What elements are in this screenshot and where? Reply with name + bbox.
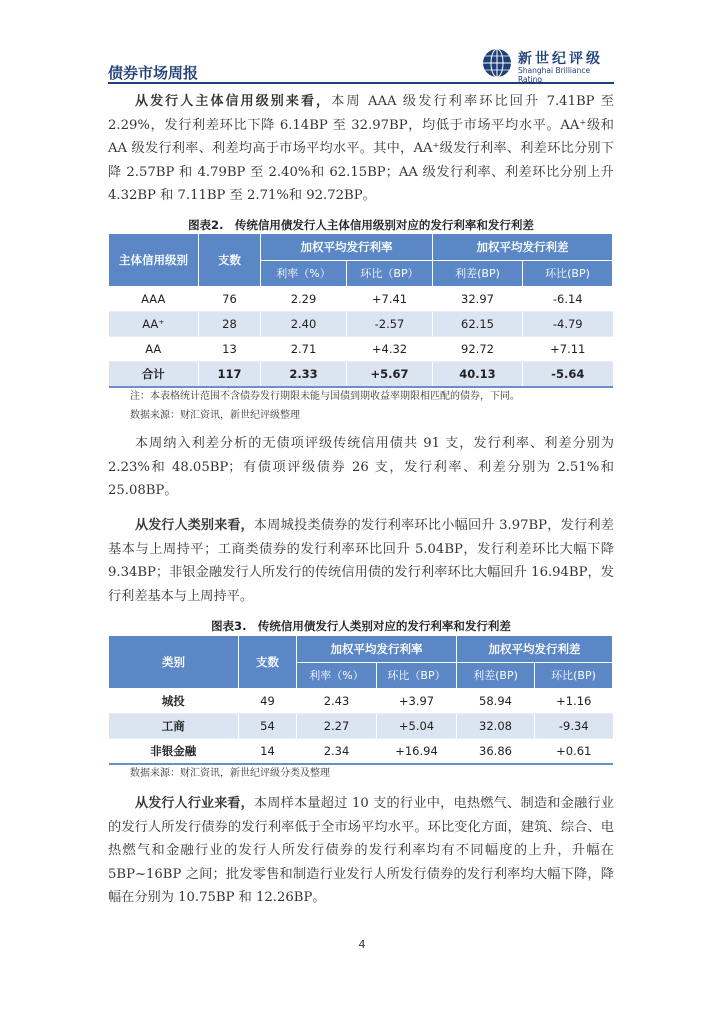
cell-rate: 2.43 [297, 689, 377, 714]
cell-rate-change: +7.41 [347, 287, 433, 312]
paragraph-text: 本周 AAA 级发行利率环比回升 7.41BP 至 2.29%，发行利差环比下降 6.14BP 至 32.97BP，均低于市场平均水平。AA⁺级和 AA 级发行利率、利差均高于市场平均水平。其中，AA⁺级发行利率、利差环比分别下降 2.57BP 和 4.79BP 至 2.40%和 62.15BP；AA 级发行利率、利差环比分别上升 4.32BP 和 7.11BP 至 2.71%和 92.72BP。 [108, 94, 614, 203]
col-count: 支数 [239, 636, 297, 689]
sub-spread-change: 环比(BP) [523, 260, 613, 287]
cell-count: 49 [239, 689, 297, 714]
sub-rate: 利率（%） [297, 662, 377, 689]
cell-label: 城投 [109, 689, 239, 714]
table3-type-rates [108, 635, 613, 765]
paragraph-issuer-type [108, 514, 614, 608]
cell-count: 117 [199, 362, 261, 388]
cell-rate: 2.33 [261, 362, 347, 388]
group-rate: 加权平均发行利率 [297, 636, 457, 663]
page-header [108, 44, 614, 84]
cell-spread-change: -5.64 [523, 362, 613, 388]
cell-count: 54 [239, 714, 297, 739]
group-spread: 加权平均发行利差 [457, 636, 613, 663]
cell-rate-change: +4.32 [347, 337, 433, 362]
cell-label: AA⁺ [109, 312, 199, 337]
report-title: 债券市场周报 [108, 64, 199, 82]
cell-spread: 92.72 [433, 337, 523, 362]
group-rate: 加权平均发行利率 [261, 234, 433, 261]
col-count: 支数 [199, 234, 261, 287]
table3-caption: 图表3. 传统信用债发行人类别对应的发行利率和发行利差 [211, 619, 511, 633]
cell-spread: 32.08 [457, 714, 535, 739]
cell-label: 工商 [109, 714, 239, 739]
cell-count: 14 [239, 739, 297, 765]
cell-rate-change: +5.67 [347, 362, 433, 388]
cell-label: AA [109, 337, 199, 362]
cell-label: 合计 [109, 362, 199, 388]
cell-spread-change: -4.79 [523, 312, 613, 337]
cell-count: 28 [199, 312, 261, 337]
table2-source: 数据来源：财汇资讯，新世纪评级整理 [130, 410, 300, 421]
group-spread: 加权平均发行利差 [433, 234, 613, 261]
sub-rate-change: 环比（BP） [347, 260, 433, 287]
table-total-row [109, 362, 613, 388]
cell-spread: 40.13 [433, 362, 523, 388]
col-type: 类别 [109, 636, 239, 689]
paragraph-industry [108, 792, 614, 910]
table-row [109, 287, 613, 312]
company-logo [482, 48, 614, 84]
paragraph-text: 本周城投类债券的发行利率环比小幅回升 3.97BP，发行利差基本与上周持平；工商类债券的发行利率环比回升 5.04BP，发行利差环比大幅下降 9.34BP；非银金融发行人所发行的传统信用债的发行利率环比大幅回升 16.94BP，发行利差基本与上周持平。 [108, 518, 614, 604]
globe-logo-icon [482, 48, 512, 78]
cell-count: 13 [199, 337, 261, 362]
table-row [109, 689, 613, 714]
cell-rate: 2.40 [261, 312, 347, 337]
paragraph-lead: 从发行人类别来看， [135, 518, 254, 533]
cell-spread-change: -9.34 [535, 714, 613, 739]
cell-rate-change: +5.04 [377, 714, 457, 739]
logo-english-name: Shanghai Brilliance Rating [518, 66, 591, 84]
table2-caption: 图表2. 传统信用债发行人主体信用级别对应的发行利率和发行利差 [188, 218, 534, 232]
cell-count: 76 [199, 287, 261, 312]
cell-spread: 36.86 [457, 739, 535, 765]
cell-spread: 58.94 [457, 689, 535, 714]
paragraph-rating [108, 90, 614, 208]
table-row [109, 337, 613, 362]
sub-spread: 利差(BP) [457, 662, 535, 689]
table2-note: 注：本表格统计范围不含债券发行期限未能与国债到期收益率期限相匹配的债券，下同。 [130, 391, 520, 402]
sub-spread: 利差(BP) [433, 260, 523, 287]
cell-spread-change: -6.14 [523, 287, 613, 312]
cell-rate: 2.27 [297, 714, 377, 739]
table2-rating-rates [108, 233, 613, 388]
cell-spread-change: +1.16 [535, 689, 613, 714]
logo-chinese-name: 新世纪评级 [518, 51, 603, 67]
cell-label: 非银金融 [109, 739, 239, 765]
sub-rate: 利率（%） [261, 260, 347, 287]
table-row [109, 312, 613, 337]
cell-spread: 62.15 [433, 312, 523, 337]
page-number: 4 [358, 938, 366, 951]
table-row [109, 739, 613, 765]
cell-spread-change: +0.61 [535, 739, 613, 765]
cell-label: AAA [109, 287, 199, 312]
paragraph-lead: 从发行人主体信用级别来看， [135, 94, 332, 109]
cell-rate: 2.34 [297, 739, 377, 765]
col-rating: 主体信用级别 [109, 234, 199, 287]
cell-rate: 2.71 [261, 337, 347, 362]
paragraph-text: 本周样本量超过 10 支的行业中，电热燃气、制造和金融行业的发行人所发行债券的发行利率低于全市场平均水平。环比变化方面，建筑、综合、电热燃气和金融行业的发行人所发行债券的发行利率均有不同幅度的上升，升幅在 5BP~16BP 之间；批发零售和制造行业发行人所发行债券的发行利率均大幅下降，降幅在分别为 10.75BP 和 12.26BP。 [108, 796, 614, 905]
table-row [109, 714, 613, 739]
cell-spread-change: +7.11 [523, 337, 613, 362]
paragraph-text: 本周纳入利差分析的无债项评级传统信用债共 91 支，发行利率、利差分别为 2.23%和 48.05BP；有债项评级债券 26 支，发行利率、利差分别为 2.51%和 25.08BP。 [108, 436, 614, 498]
cell-rate-change: +16.94 [377, 739, 457, 765]
sub-rate-change: 环比（BP） [377, 662, 457, 689]
cell-rate-change: +3.97 [377, 689, 457, 714]
cell-rate: 2.29 [261, 287, 347, 312]
sub-spread-change: 环比(BP) [535, 662, 613, 689]
cell-rate-change: -2.57 [347, 312, 433, 337]
paragraph-lead: 从发行人行业来看， [135, 796, 254, 811]
paragraph-rated-bonds [108, 432, 614, 503]
cell-spread: 32.97 [433, 287, 523, 312]
table3-source: 数据来源：财汇资讯，新世纪评级分类及整理 [130, 768, 330, 779]
